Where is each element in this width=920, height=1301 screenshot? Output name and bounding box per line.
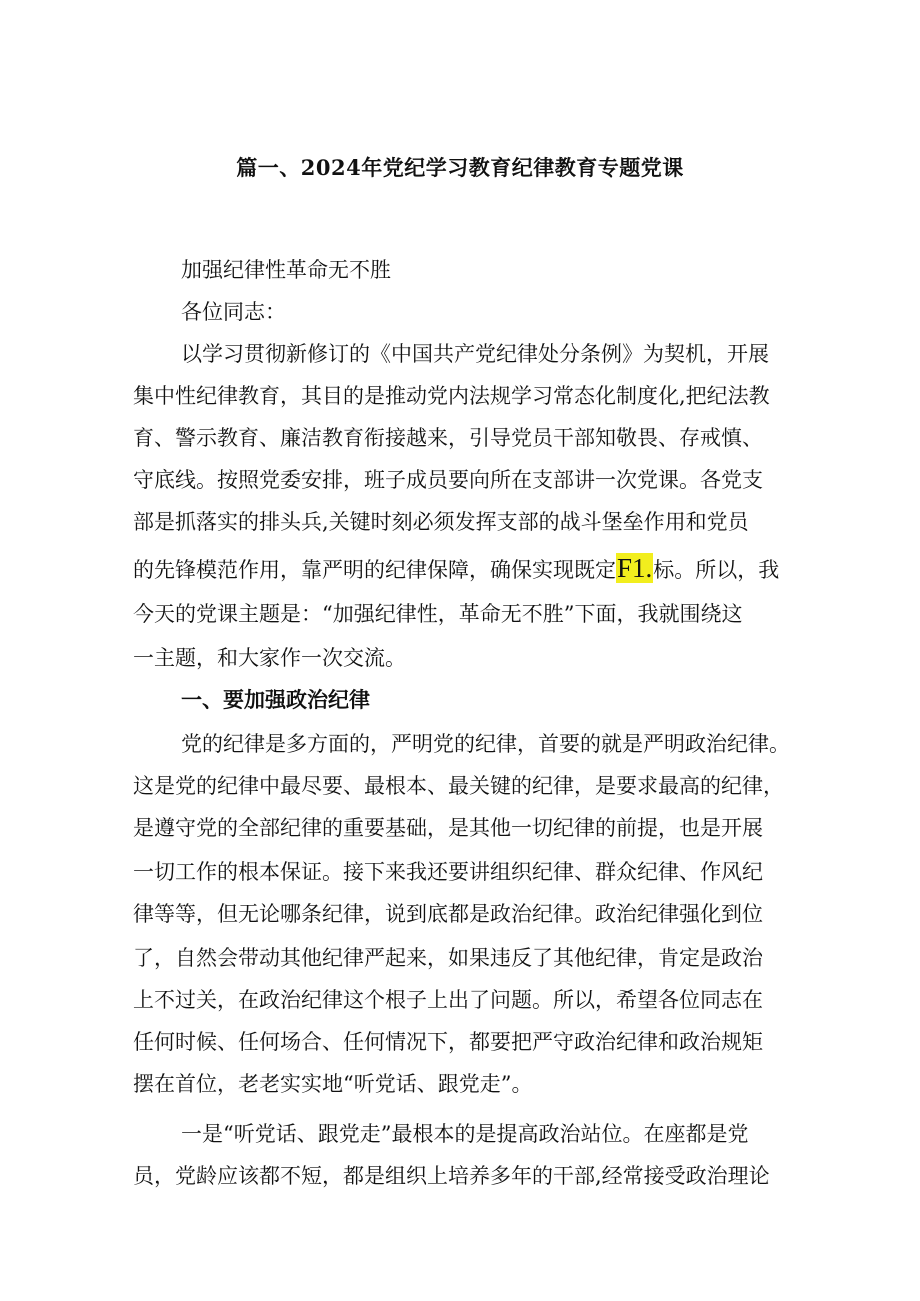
paragraph-line: 一主题，和大家作一次交流。 [133, 646, 406, 670]
paragraph-line: 摆在首位，老老实实地“听党话、跟党走”。 [133, 1072, 533, 1096]
salutation: 各位同志： [181, 300, 286, 324]
paragraph-line: 律等等，但无论哪条纪律，说到底都是政治纪律。政治纪律强化到位 [133, 902, 763, 926]
paragraph-line: 任何时候、任何场合、任何情况下，都要把严守政治纪律和政治规矩 [133, 1030, 763, 1054]
paragraph-line: 部是抓落实的排头兵,关键时刻必须发挥支部的战斗堡垒作用和党员 [133, 510, 749, 534]
paragraph-line: 是遵守党的全部纪律的重要基础，是其他一切纪律的前提，也是开展 [133, 816, 763, 840]
paragraph-text: 标。所以，我 [653, 558, 780, 582]
paragraph-line: 了，自然会带动其他纪律严起来，如果违反了其他纪律，肯定是政治 [133, 946, 763, 970]
highlighted-text: F1. [617, 553, 653, 583]
paragraph-line: 一切工作的根本保证。接下来我还要讲组织纪律、群众纪律、作风纪 [133, 860, 763, 884]
section-heading: 一、要加强政治纪律 [181, 687, 370, 712]
paragraph-line: 今天的党课主题是：“加强纪律性，革命无不胜”下面，我就围绕这 [133, 602, 743, 626]
paragraph-line: 一是“听党话、跟党走”最根本的是提高政治站位。在座都是党 [181, 1122, 749, 1146]
paragraph-line: 上不过关，在政治纪律这个根子上出了问题。所以，希望各位同志在 [133, 988, 763, 1012]
paragraph-line: 育、警示教育、廉洁教育衔接越来，引导党员干部知敬畏、存戒慎、 [133, 426, 763, 450]
paragraph-line: 党的纪律是多方面的，严明党的纪律，首要的就是严明政治纪律。 [181, 732, 790, 756]
document-title: 篇一、2024年党纪学习教育纪律教育专题党课 [236, 155, 684, 180]
paragraph-line: 以学习贯彻新修订的《中国共产党纪律处分条例》为契机，开展 [181, 342, 769, 366]
paragraph-line: 守底线。按照党委安排，班子成员要向所在支部讲一次党课。各党支 [133, 468, 763, 492]
paragraph-line: 这是党的纪律中最尽要、最根本、最关键的纪律，是要求最高的纪律， [133, 774, 784, 798]
paragraph-line: 员，党龄应该都不短，都是组织上培养多年的干部,经常接受政治理论 [133, 1164, 770, 1188]
paragraph-line: 集中性纪律教育，其目的是推动党内法规学习常态化制度化,把纪法教 [133, 384, 770, 408]
paragraph-line-with-highlight [133, 553, 779, 585]
paragraph-text: 的先锋模范作用，靠严明的纪律保障，确保实现既定 [133, 558, 616, 582]
subtitle: 加强纪律性革命无不胜 [181, 258, 391, 282]
